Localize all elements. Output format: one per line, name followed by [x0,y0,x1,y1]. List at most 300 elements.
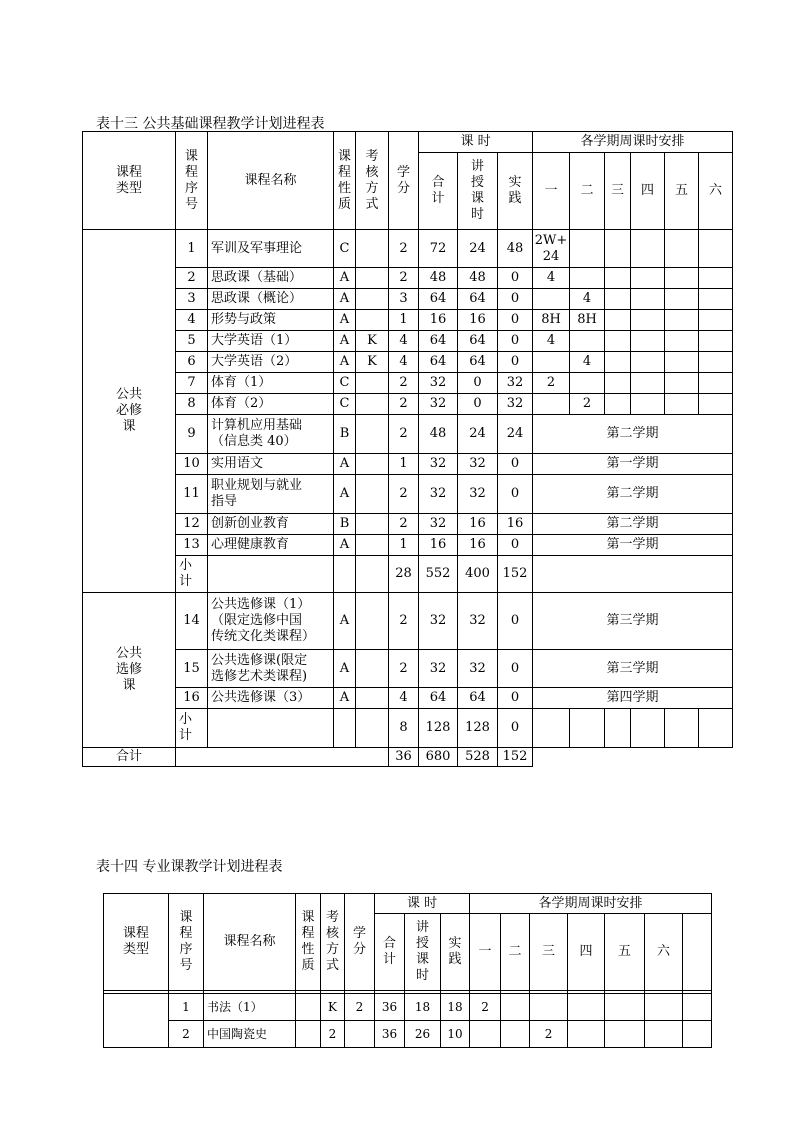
hours-total-text: 16 [429,537,447,552]
course-nature-text: A [339,456,350,471]
semester-span-text: 第一学期 [606,537,659,552]
hours-lecture [458,535,498,556]
total-label [83,748,176,767]
course-nature [334,373,356,394]
hours-total-text: 64 [429,354,447,369]
public-course-plan-table [82,131,733,767]
hours-total-text: 48 [429,426,447,441]
header-semester-text: 三 [611,183,625,198]
course-seq [176,289,208,310]
hours-practice-text: 48 [506,240,524,256]
semester-span [533,415,733,454]
header-hours [419,132,533,153]
hours-total [419,454,458,475]
subtotal-credit-text: 8 [399,720,408,735]
header-practice [441,914,470,991]
course-nature [334,650,356,688]
course-credit-text: 2 [399,660,408,676]
header-type [83,132,176,230]
semester-hours [631,373,665,394]
course-nature [334,514,356,535]
semester-hours-text: 2 [544,1026,553,1041]
header-semester [533,153,570,230]
hours-practice-text: 0 [510,537,520,552]
semester-hours [699,373,733,394]
course-seq [176,310,208,331]
header-credit [389,132,419,230]
subtotal-lecture [458,556,498,593]
hours-total [419,650,458,688]
semester-hours [570,394,605,415]
header-semester-text: 三 [542,944,556,959]
header-exam [321,894,345,991]
course-name [208,593,334,650]
hours-practice [441,1021,470,1048]
header-seq [169,894,204,991]
course-nature [334,352,356,373]
hours-practice [498,475,533,514]
table-row [104,1021,712,1048]
course-nature [334,475,356,514]
course-nature-text: A [339,312,350,327]
header-total-text: 合 计 [382,936,396,967]
hours-practice [498,268,533,289]
hours-lecture-text: 32 [469,486,486,501]
header-semester-extra [683,914,712,991]
header-semester [605,914,645,991]
hours-total [419,475,458,514]
table-row [83,268,733,289]
hours-practice-text: 24 [506,426,524,441]
course-seq-text: 2 [182,1026,190,1041]
course-credit [389,230,419,268]
hours-total-text: 32 [429,396,447,411]
semester-hours [533,268,570,289]
course-credit-text: 2 [399,396,408,411]
semester-hours [501,1021,530,1048]
hours-total [419,289,458,310]
hours-lecture [458,593,498,650]
course-nature-text: B [339,516,350,531]
course-exam-text: 2 [328,1026,337,1041]
header-semester-text: 一 [478,944,492,959]
course-seq [176,593,208,650]
course-exam [356,310,389,331]
header-exam-text: 考 核 方 式 [325,910,339,973]
semester-hours [605,268,631,289]
course-name [208,331,334,352]
course-seq-text: 4 [187,312,196,327]
course-nature-text: C [339,396,350,411]
hours-lecture [458,475,498,514]
hours-lecture [458,688,498,709]
subtotal-label-text: 小 计 [179,558,193,589]
semester-span-text: 第二学期 [606,426,659,441]
semester-hours [570,268,605,289]
course-name-text: 心理健康教育 [211,537,290,552]
header-lecture [458,153,498,230]
course-seq-text: 3 [187,291,196,306]
hours-practice [498,514,533,535]
semester-hours [699,310,733,331]
total-credit [389,748,419,767]
hours-practice-text: 0 [510,354,520,369]
hours-lecture [458,373,498,394]
semester-hours [631,394,665,415]
course-seq-text: 8 [187,396,196,411]
course-credit [345,994,375,1021]
course-credit-text: 2 [399,516,408,531]
hours-total [419,331,458,352]
hours-total [419,230,458,268]
semester-hours [665,310,699,331]
header-name-text: 课程名称 [223,934,276,949]
hours-practice-text: 0 [510,613,520,628]
course-name [208,475,334,514]
course-seq [176,230,208,268]
hours-lecture-text: 0 [473,396,482,411]
table-row [83,373,733,394]
course-seq [176,268,208,289]
semester-hours [501,994,530,1021]
hours-total-text: 32 [429,660,447,676]
hours-practice [498,331,533,352]
course-seq-text: 12 [183,516,200,531]
course-nature [334,394,356,415]
header-lecture [405,914,441,991]
hours-total [375,1021,405,1048]
semester-hours-text: 4 [546,333,556,348]
subtotal-semester [699,709,733,748]
table-row [83,331,733,352]
course-name-text: 体育（1） [211,375,272,390]
semester-span-text: 第一学期 [606,456,659,471]
semester-span [533,454,733,475]
header-nature [296,894,321,991]
hours-practice-text: 0 [510,291,520,306]
hours-practice-text: 0 [510,660,520,676]
course-name-text: 书法（1） [207,999,263,1014]
course-credit [389,650,419,688]
hours-practice [498,230,533,268]
hours-total [375,994,405,1021]
hours-lecture-text: 32 [469,660,486,676]
course-seq-text: 11 [183,486,200,501]
semester-hours [570,331,605,352]
semester-span [533,535,733,556]
hours-lecture-text: 32 [469,456,486,471]
course-seq-text: 5 [187,333,196,348]
course-name [208,289,334,310]
semester-hours [699,289,733,310]
hours-lecture-text: 16 [469,516,486,531]
semester-hours [533,352,570,373]
header-semester [665,153,699,230]
course-nature-text: A [339,333,350,348]
course-credit-text: 2 [399,486,408,501]
course-nature-text: A [339,613,350,628]
course-name [208,394,334,415]
course-exam [356,352,389,373]
subtotal-credit-text: 28 [395,566,412,581]
course-credit [389,373,419,394]
semester-hours-text: 2 [582,396,592,411]
header-semester [470,914,501,991]
semester-hours-text: 4 [582,354,592,369]
course-name [208,268,334,289]
header-total [419,153,458,230]
course-nature [296,1021,321,1048]
hours-lecture-text: 18 [414,999,431,1014]
header-name [208,132,334,230]
header-hours [375,894,470,914]
course-credit [389,289,419,310]
course-nature-text: A [339,537,350,552]
course-credit-text: 1 [399,537,408,552]
subtotal-practice-text: 0 [510,720,520,735]
hours-total-text: 32 [429,516,447,531]
header-type-text: 课程 类型 [122,926,149,957]
hours-lecture-text: 16 [469,312,486,327]
table-row [83,650,733,688]
hours-total [419,535,458,556]
semester-hours [605,394,631,415]
course-type [104,994,169,1048]
header-nature-text: 课 程 性 质 [301,910,315,973]
subtotal-total [419,556,458,593]
hours-total-text: 16 [429,312,447,327]
semester-hours [530,1021,568,1048]
table-row [83,230,733,268]
hours-lecture [458,454,498,475]
header-semester-text: 五 [618,944,632,959]
semester-hours [699,230,733,268]
course-credit-text: 2 [399,270,408,285]
subtotal-lecture [458,709,498,748]
semester-hours [570,373,605,394]
course-seq [176,514,208,535]
subtotal-semester [570,709,605,748]
course-exam [356,415,389,454]
header-credit [345,894,375,991]
header-semester-text: 二 [508,944,522,959]
course-credit [389,475,419,514]
hours-lecture [405,1021,441,1048]
semester-hours-text: 4 [582,291,592,306]
hours-lecture [458,310,498,331]
course-nature [334,593,356,650]
subtotal-label-text: 小 计 [179,712,193,743]
subtotal-total-text: 128 [425,720,451,735]
total-total [419,748,458,767]
subtotal-row [83,556,733,593]
course-name [208,415,334,454]
header-semester-text: 六 [709,183,723,198]
hours-lecture-text: 24 [469,426,486,441]
header-seq-text: 课 程 序 号 [179,910,193,973]
subtotal-total [419,709,458,748]
course-credit [389,394,419,415]
header-semester [631,153,665,230]
semester-hours-text: 8H [577,312,597,327]
semester-hours [631,331,665,352]
course-name-text: 大学英语（2） [211,354,298,369]
semester-hours [631,310,665,331]
semester-hours [568,994,605,1021]
hours-total [419,352,458,373]
course-exam [356,650,389,688]
course-exam [356,331,389,352]
course-credit [389,352,419,373]
course-type [83,230,176,593]
table-row [83,454,733,475]
semester-hours [533,230,570,268]
hours-total-text: 36 [381,999,398,1014]
semester-hours [570,289,605,310]
table13-caption: 表十三 公共基础课程教学计划进程表 [96,116,325,132]
table-row [83,535,733,556]
semester-hours [533,373,570,394]
header-semester [699,153,733,230]
course-nature [296,994,321,1021]
hours-lecture-text: 64 [469,354,486,369]
semester-hours [605,1021,645,1048]
course-credit-text: 2 [399,240,408,256]
hours-practice [498,688,533,709]
course-credit [345,1021,375,1048]
course-exam [356,394,389,415]
hours-lecture-text: 64 [469,333,486,348]
hours-total [419,310,458,331]
course-credit [389,688,419,709]
course-seq-text: 2 [187,270,196,285]
table-row [83,514,733,535]
header-practice-text: 实 践 [448,936,462,967]
semester-hours [665,289,699,310]
total-practice [498,748,533,767]
semester-hours-text: 2W+ 24 [534,232,568,264]
course-seq-text: 7 [187,375,196,390]
course-seq [176,331,208,352]
header-exam [356,132,389,230]
hours-lecture-text: 64 [469,690,486,705]
course-exam [321,994,345,1021]
hours-practice-text: 0 [510,456,520,471]
course-name-text: 体育（2） [211,396,272,411]
header-semester-text: 四 [641,183,655,198]
header-semester-text: 一 [544,183,558,198]
table-row [83,289,733,310]
course-credit [389,535,419,556]
hours-total-text: 32 [429,456,447,471]
hours-total-text: 64 [429,333,447,348]
header-lecture-text: 讲 授 课 时 [470,159,484,222]
header-name-text: 课程名称 [244,172,297,188]
hours-lecture [405,994,441,1021]
semester-hours [533,289,570,310]
course-exam-text: K [328,999,337,1014]
course-type-text: 公共 选修 课 [115,646,142,693]
hours-practice [498,535,533,556]
course-exam-text: K [367,333,377,348]
total-row [83,748,733,767]
subtotal-exam [356,556,389,593]
course-seq-text: 16 [183,690,200,705]
course-exam [356,289,389,310]
course-seq-text: 14 [183,613,200,628]
hours-lecture-text: 0 [473,375,482,390]
semester-hours [605,331,631,352]
subtotal-total-text: 552 [425,566,451,581]
header-credit-text: 学 分 [396,164,410,196]
semester-span-text: 第三学期 [606,613,659,628]
course-nature [334,230,356,268]
major-course-plan-table [103,893,712,1048]
course-credit-text: 2 [399,613,408,628]
header-exam-text: 考 核 方 式 [365,148,379,212]
course-nature [334,535,356,556]
semester-span [533,593,733,650]
hours-practice-text: 18 [447,999,463,1014]
hours-lecture [458,331,498,352]
hours-lecture [458,394,498,415]
subtotal-row [83,709,733,748]
semester-hours [605,352,631,373]
course-credit [389,454,419,475]
semester-hours [699,268,733,289]
header-type [104,894,169,991]
course-seq [176,394,208,415]
hours-lecture-text: 32 [469,613,486,628]
hours-total-text: 48 [429,270,447,285]
course-seq-text: 6 [187,354,196,369]
course-exam [356,268,389,289]
course-exam [356,593,389,650]
hours-practice-text: 0 [510,333,520,348]
subtotal-label [176,709,208,748]
hours-lecture [458,289,498,310]
subtotal-semester [533,709,570,748]
header-semester [530,914,568,991]
semester-span-text: 第二学期 [606,486,659,501]
header-total-text: 合 计 [431,175,445,206]
course-credit-text: 1 [399,312,408,327]
semester-extra [683,994,712,1021]
course-exam [356,373,389,394]
course-seq-text: 9 [187,426,196,441]
semester-hours [665,373,699,394]
hours-lecture [458,415,498,454]
subtotal-credit [389,709,419,748]
header-hours-text: 课 时 [460,134,491,149]
header-schedule-text: 各学期周课时安排 [538,895,643,911]
course-nature-text: A [339,660,350,676]
semester-span [533,650,733,688]
hours-practice-text: 16 [506,516,524,531]
subtotal-name [208,556,334,593]
course-exam-text: K [367,354,377,369]
semester-hours-text: 8H [541,312,561,327]
header-semester [645,914,683,991]
header-practice-text: 实 践 [508,175,522,206]
subtotal-practice [498,709,533,748]
subtotal-name [208,709,334,748]
semester-span-text: 第二学期 [606,516,659,531]
course-seq [176,650,208,688]
total-lecture-text: 528 [465,749,490,764]
hours-total-text: 64 [429,291,447,306]
hours-total [419,514,458,535]
